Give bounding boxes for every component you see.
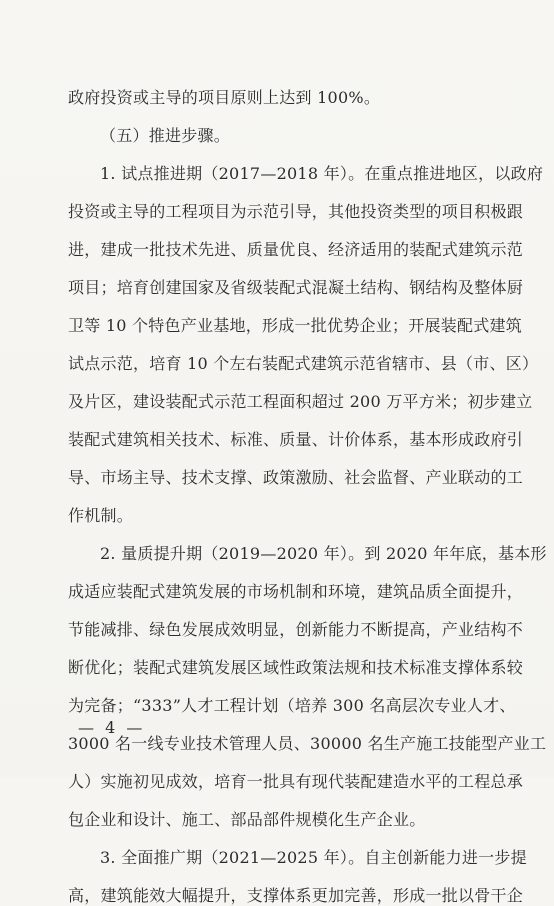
- section-heading: （五）推进步骤。: [100, 126, 231, 145]
- text-line: 进，建成一批技术先进、质量优良、经济适用的装配式建筑示范: [68, 240, 524, 259]
- text-line: 3. 全面推广期（2021—2025 年）。自主创新能力进一步提: [100, 848, 527, 867]
- text-line: 包企业和设计、施工、部品部件规模化生产企业。: [68, 810, 426, 829]
- text-line: 试点示范，培育 10 个左右装配式建筑示范省辖市、县（市、区）: [68, 354, 539, 373]
- text-line: 作机制。: [68, 506, 134, 525]
- text-line: 导、市场主导、技术支撑、政策激励、社会监督、产业联动的工: [68, 468, 524, 487]
- text-line: 断优化；装配式建筑发展区域性政策法规和技术标准支撑体系较: [68, 658, 524, 677]
- text-line: 装配式建筑相关技术、标准、质量、计价体系，基本形成政府引: [68, 430, 524, 449]
- text-line: 3000 名一线专业技术管理人员、30000 名生产施工技能型产业工: [68, 734, 547, 753]
- text-line: 节能减排、绿色发展成效明显，创新能力不断提高，产业结构不: [68, 620, 524, 639]
- text-line: 2. 量质提升期（2019—2020 年）。到 2020 年年底，基本形: [100, 544, 547, 563]
- page-number: — 4 —: [78, 718, 146, 737]
- text-line: 卫等 10 个特色产业基地，形成一批优势企业；开展装配式建筑: [68, 316, 523, 335]
- text-line: 项目；培育创建国家及省级装配式混凝土结构、钢结构及整体厨: [68, 278, 524, 297]
- text-line: 高，建筑能效大幅提升，支撑体系更加完善，形成一批以骨干企: [68, 886, 524, 905]
- document-body: [68, 88, 547, 906]
- text-line: 及片区，建设装配式示范工程面积超过 200 万平方米；初步建立: [68, 392, 533, 411]
- text-line: 投资或主导的工程项目为示范引导，其他投资类型的项目积极跟: [68, 202, 524, 221]
- text-line: 为完备；“333”人才工程计划（培养 300 名高层次专业人才、: [68, 696, 516, 715]
- text-line: 政府投资或主导的项目原则上达到 100%。: [68, 88, 381, 107]
- text-line: 人）实施初见成效，培育一批具有现代装配建造水平的工程总承: [68, 772, 524, 791]
- text-line: 成适应装配式建筑发展的市场机制和环境，建筑品质全面提升，: [68, 582, 524, 601]
- text-line: 1. 试点推进期（2017—2018 年）。在重点推进地区，以政府: [100, 164, 544, 183]
